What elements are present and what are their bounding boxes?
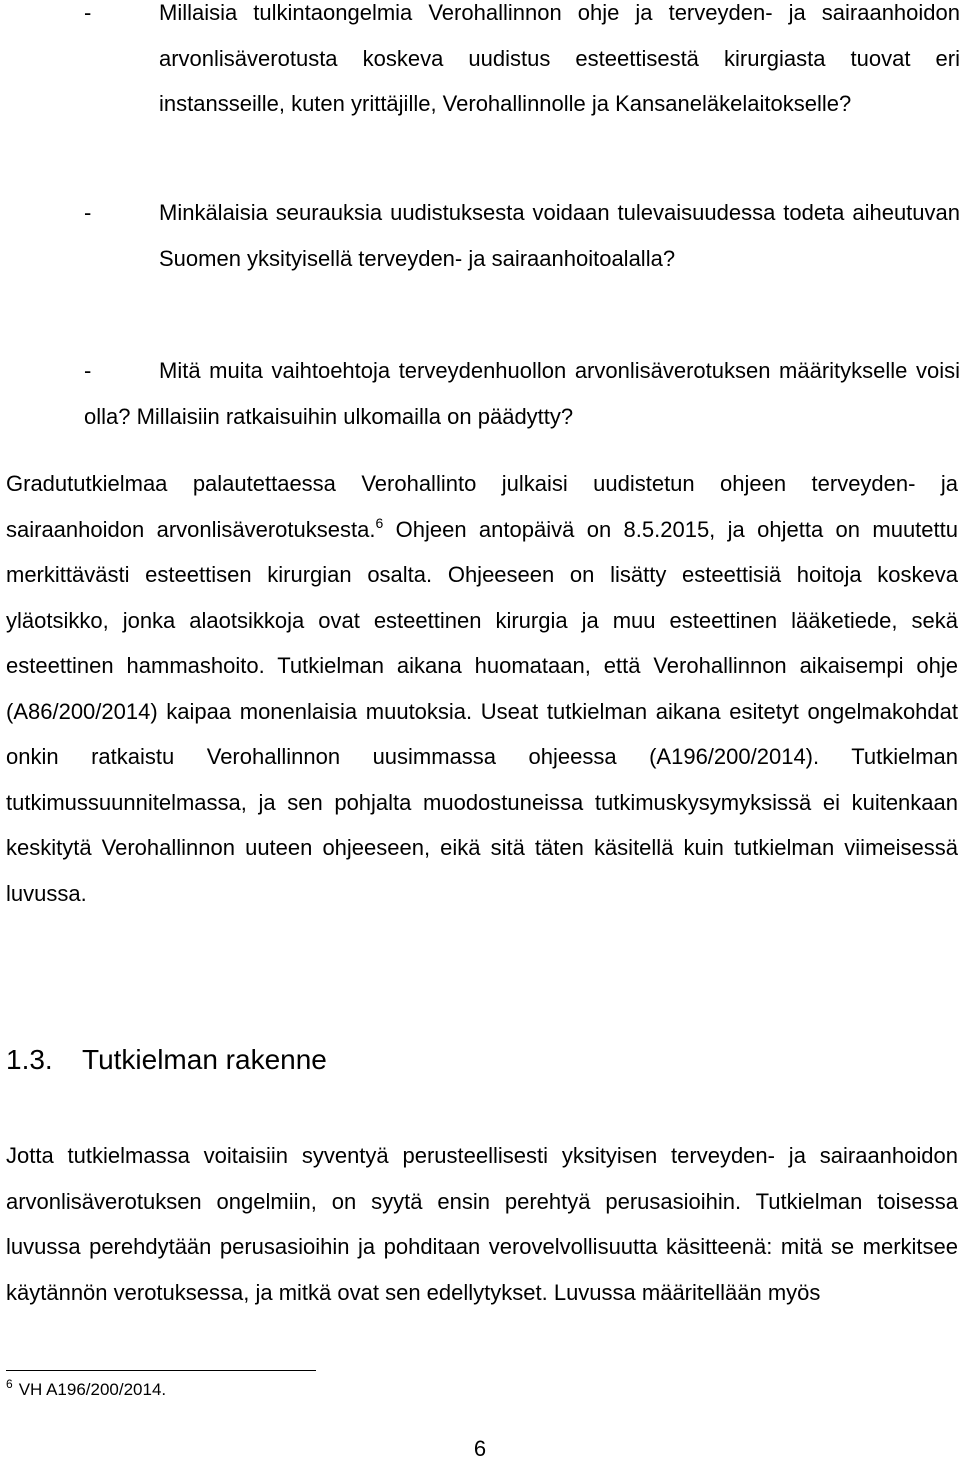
research-question-text: Mitä muita vaihtoehtoja terveydenhuollon arvonlisäverotuksen määritykselle voisi olla? Millaisiin ratkaisuihin ulkomailla on päädytty? (84, 358, 960, 429)
footnote-reference[interactable]: 6 (375, 514, 384, 531)
research-question-text: Minkälaisia seurauksia uudistuksesta voidaan tulevaisuudessa todeta aiheutuvan Suomen yksityisellä terveyden- ja sairaanhoitoalalla? (159, 200, 960, 271)
bullet-dash: - (84, 200, 92, 225)
paragraph-text: Ohjeen antopäivä on 8.5.2015, ja ohjetta on muutettu merkittävästi esteettisen kirurgian osalta. Ohjeeseen on lisätty esteettisiä hoitoja koskeva yläotsikko, jonka alaotsikkoja ovat esteettinen kirurgia ja muu esteettinen lääketiede, sekä esteettinen hammashoito. Tutkielman aikana huomataan, että Verohallinnon aikaisempi ohje (A86/200/2014) kaipaa monenlaisia muutoksia. Useat tutkielman aikana esitetyt ongelmakohdat onkin ratkaistu Verohallinnon uusimmassa ohjeessa (A196/200/2014). Tutkielman tutkimussuunnitelmassa, ja sen pohjalta muodostuneissa tutkimuskysymyksissä ei kuitenkaan keskitytä Verohallinnon uuteen ohjeeseen, eikä sitä täten käsitellä kuin tutkielman viimeisessä luvussa. (6, 516, 958, 906)
bullet-dash: - (84, 358, 92, 383)
footnote-text: VH A196/200/2014. (18, 1380, 167, 1399)
page-number: 6 (473, 1436, 487, 1461)
research-question-text: Millaisia tulkintaongelmia Verohallinnon ohje ja terveyden- ja sairaanhoidon arvonlisäverotusta koskeva uudistus esteettisestä kirurgiasta tuovat eri instansseille, kuten yrittäjille, Verohallinnolle ja Kansaneläkelaitokselle? (159, 0, 960, 116)
section-heading (6, 1037, 327, 1082)
footnote-number: 6 (6, 1377, 13, 1391)
bullet-dash: - (84, 0, 92, 25)
paragraph-text: Gradututkielmaa palautettaessa Verohallinto julkaisi uudistetun ohjeen terveyden- ja sairaanhoidon arvonlisäverotuksesta. (6, 471, 958, 542)
body-paragraph-guidance-update (6, 461, 958, 916)
footnote-separator (6, 1370, 316, 1371)
section-number: 1.3. (6, 1044, 53, 1075)
footnote (6, 1378, 166, 1402)
body-paragraph-structure: Jotta tutkielmassa voitaisiin syventyä perusteellisesti yksityisen terveyden- ja sairaanhoidon arvonlisäverotuksen ongelmiin, on syytä ensin perehtyä perusasioihin. Tutkielman toisessa luvussa perehdytään perusasioihin ja pohditaan verovelvollisuutta käsitteenä: mitä se merkitsee käytännön verotuksessa, ja mitkä ovat sen edellytykset. Luvussa määritellään myös (6, 1143, 958, 1305)
section-title: Tutkielman rakenne (82, 1044, 327, 1075)
